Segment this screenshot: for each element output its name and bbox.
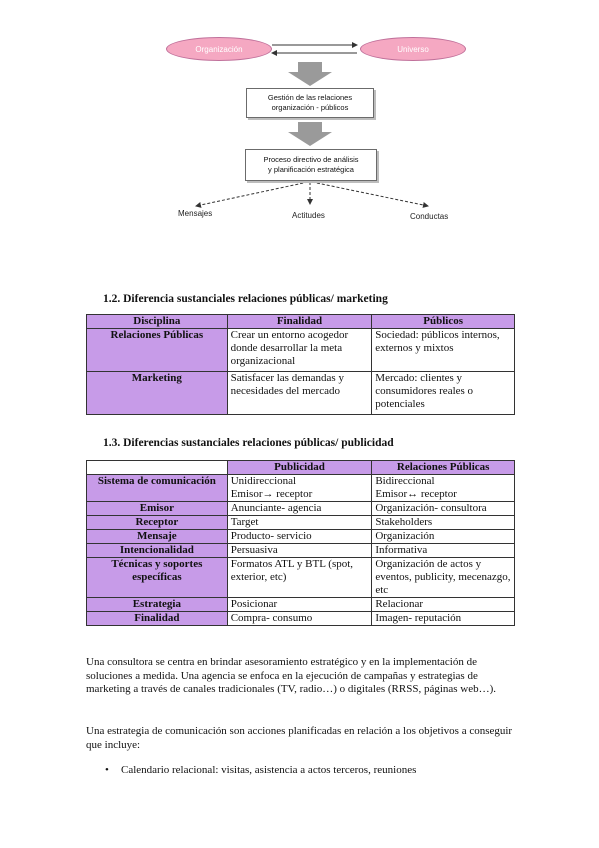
cell: Satisfacer las demandas y necesidades del mercado xyxy=(227,372,372,415)
row-label: Emisor xyxy=(87,502,228,516)
header-publicidad: Publicidad xyxy=(227,461,372,475)
row-label: Intencionalidad xyxy=(87,544,228,558)
row-label: Sistema de comunicación xyxy=(87,475,228,502)
cell: Informativa xyxy=(372,544,515,558)
gestion-line1: Gestión de las relaciones xyxy=(267,93,353,102)
cell: Anunciante- agencia xyxy=(227,502,372,516)
row-label: Mensaje xyxy=(87,530,228,544)
row-label: Finalidad xyxy=(87,612,228,626)
proceso-line2: y planificación estratégica xyxy=(268,165,354,174)
gestion-box xyxy=(246,88,374,118)
cell-line: Unidireccional xyxy=(230,475,297,487)
table-row xyxy=(87,598,515,612)
organizacion-node: Organización xyxy=(166,37,272,61)
table-row xyxy=(87,475,515,502)
table-header-row xyxy=(87,461,515,475)
row-label: Estrategia xyxy=(87,598,228,612)
proceso-line1: Proceso directivo de análisis xyxy=(263,155,359,164)
row-label: Marketing xyxy=(87,372,228,415)
cell-line: Emisor↔ receptor xyxy=(375,488,457,500)
down-arrow-2 xyxy=(288,122,332,146)
table-publicidad xyxy=(86,460,515,626)
down-arrow-1 xyxy=(288,62,332,86)
cell-line: Bidireccional xyxy=(375,475,435,487)
cell: Organización de actos y eventos, publicity, mecenazgo, etc xyxy=(372,558,515,598)
paragraph-consultora: Una consultora se centra en brindar asesoramiento estratégico y en la implementación de soluciones a medida. Una agencia se enfoca en la ejecución de campañas y estrategias de marketing a través de canales tradicionales (TV, radio…) o digitales (RRSS, páginas web…). xyxy=(86,656,497,695)
arrow-conductas xyxy=(312,182,428,206)
cell xyxy=(372,475,515,502)
cell: Crear un entorno acogedor donde desarrollar la meta organizacional xyxy=(227,329,372,372)
universo-node: Universo xyxy=(360,37,466,61)
header-relaciones-publicas: Relaciones Públicas xyxy=(372,461,515,475)
table-row xyxy=(87,544,515,558)
row-label: Relaciones Públicas xyxy=(87,329,228,372)
header-disciplina: Disciplina xyxy=(87,315,228,329)
arrow-mensajes xyxy=(196,182,308,206)
bullet-item: Calendario relacional: visitas, asistencia a actos terceros, reuniones xyxy=(121,764,417,776)
cell: Formatos ATL y BTL (spot, exterior, etc) xyxy=(227,558,372,598)
cell: Imagen- reputación xyxy=(372,612,515,626)
cell: Organización xyxy=(372,530,515,544)
cell: Stakeholders xyxy=(372,516,515,530)
output-actitudes: Actitudes xyxy=(292,211,325,220)
cell-line: Emisor→ receptor xyxy=(230,488,313,500)
cell xyxy=(227,475,372,502)
header-blank xyxy=(87,461,228,475)
table-row xyxy=(87,516,515,530)
table-row xyxy=(87,502,515,516)
output-conductas: Conductas xyxy=(410,212,449,221)
row-label: Receptor xyxy=(87,516,228,530)
diagram-connectors xyxy=(0,0,599,240)
cell: Relacionar xyxy=(372,598,515,612)
output-mensajes: Mensajes xyxy=(178,209,213,218)
proceso-box xyxy=(245,149,377,181)
cell: Compra- consumo xyxy=(227,612,372,626)
section1-title: 1.2. Diferencia sustanciales relaciones públicas/ marketing xyxy=(103,293,388,305)
section2-title: 1.3. Diferencias sustanciales relaciones públicas/ publicidad xyxy=(103,437,394,449)
cell: Producto- servicio xyxy=(227,530,372,544)
bullet-dot: • xyxy=(105,764,109,776)
table-marketing xyxy=(86,314,515,415)
table-row xyxy=(87,372,515,415)
cell: Sociedad: públicos internos, externos y mixtos xyxy=(372,329,515,372)
cell: Persuasiva xyxy=(227,544,372,558)
cell: Target xyxy=(227,516,372,530)
table-row xyxy=(87,612,515,626)
table-header-row xyxy=(87,315,515,329)
gestion-line2: organización - públicos xyxy=(271,103,349,112)
header-finalidad: Finalidad xyxy=(227,315,372,329)
paragraph-estrategia: Una estrategia de comunicación son acciones planificadas en relación a los objetivos a conseguir que incluye: xyxy=(86,725,513,751)
table-row xyxy=(87,329,515,372)
table-row xyxy=(87,558,515,598)
row-label: Técnicas y soportes específicas xyxy=(87,558,228,598)
table-row xyxy=(87,530,515,544)
cell: Organización- consultora xyxy=(372,502,515,516)
cell: Posicionar xyxy=(227,598,372,612)
cell: Mercado: clientes y consumidores reales o potenciales xyxy=(372,372,515,415)
header-publicos: Públicos xyxy=(372,315,515,329)
